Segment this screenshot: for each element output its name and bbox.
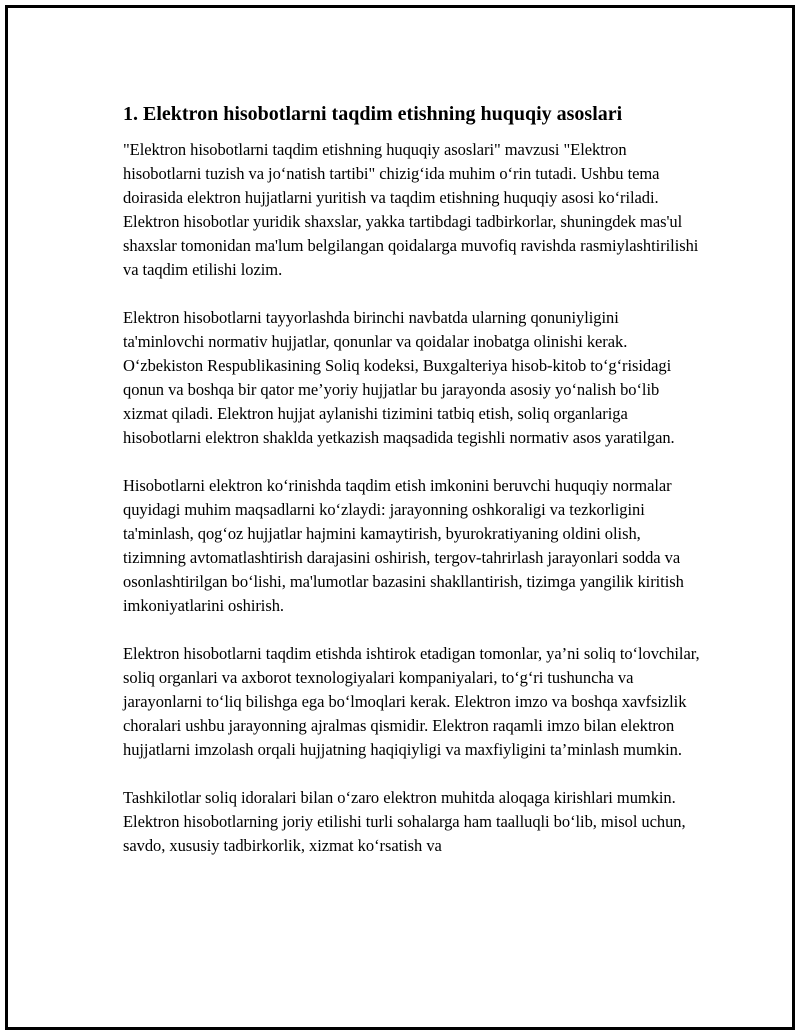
paragraph-5: Tashkilotlar soliq idoralari bilan o‘zaro elektron muhitda aloqaga kirishlari mumkin. Elektron hisobotlarning joriy etilishi turli sohalarga ham taalluqli bo‘lib, misol uchun, savdo, xususiy tadbirkorlik, xizmat ko‘rsatish va bbox=[123, 788, 686, 855]
page-frame bbox=[5, 5, 795, 1030]
paragraph-2: Elektron hisobotlarni tayyorlashda birinchi navbatda ularning qonuniyligini ta'minlovchi normativ hujjatlar, qonunlar va qoidalar inobatga olinishi kerak. O‘zbekiston Respublikasining Soliq kodeksi, Buxgalteriya hisob-kitob to‘g‘risidagi qonun va boshqa bir qator me’yoriy hujjatlar bu jarayonda asosiy yo‘nalish bo‘lib xizmat qiladi. Elektron hujjat aylanishi tizimini tatbiq etish, soliq organlariga hisobotlarni elektron shaklda yetkazish maqsadida tegishli normativ asos yaratilgan. bbox=[123, 308, 675, 447]
document-body bbox=[123, 100, 703, 882]
section-heading: 1. Elektron hisobotlarni taqdim etishning huquqiy asoslari bbox=[123, 103, 623, 125]
paragraph-4: Elektron hisobotlarni taqdim etishda ishtirok etadigan tomonlar, ya’ni soliq to‘lovchilar, soliq organlari va axborot texnologiyalari kompaniyalari, to‘g‘ri tushuncha va jarayonlarni to‘liq bilishga ega bo‘lmoqlari kerak. Elektron imzo va boshqa xavfsizlik choralari ushbu jarayonning ajralmas qismidir. Elektron raqamli imzo bilan elektron hujjatlarni imzolash orqali hujjatning haqiqiyligi va maxfiyligini ta’minlash mumkin. bbox=[123, 644, 700, 759]
paragraph-3: Hisobotlarni elektron ko‘rinishda taqdim etish imkonini beruvchi huquqiy normalar quyidagi muhim maqsadlarni ko‘zlaydi: jarayonning oshkoraligi va tezkorligini ta'minlash, qog‘oz hujjatlar hajmini kamaytirish, byurokratiyaning oldini olish, tizimning avtomatlashtirish darajasini oshirish, tergov-tahrirlash jarayonlari sodda va osonlashtirilgan bo‘lishi, ma'lumotlar bazasini shakllantirish, tizimga yangilik kiritish imkoniyatlarini oshirish. bbox=[123, 476, 684, 615]
paragraph-1: "Elektron hisobotlarni taqdim etishning huquqiy asoslari" mavzusi "Elektron hisobotlarni tuzish va jo‘natish tartibi" chizig‘ida muhim o‘rin tutadi. Ushbu tema doirasida elektron hujjatlarni yuritish va taqdim etishning huquqiy asosi ko‘riladi. Elektron hisobotlar yuridik shaxslar, yakka tartibdagi tadbirkorlar, shuningdek mas'ul shaxslar tomonidan ma'lum belgilangan qoidalarga muvofiq ravishda rasmiylashtirilishi va taqdim etilishi lozim. bbox=[123, 140, 699, 279]
